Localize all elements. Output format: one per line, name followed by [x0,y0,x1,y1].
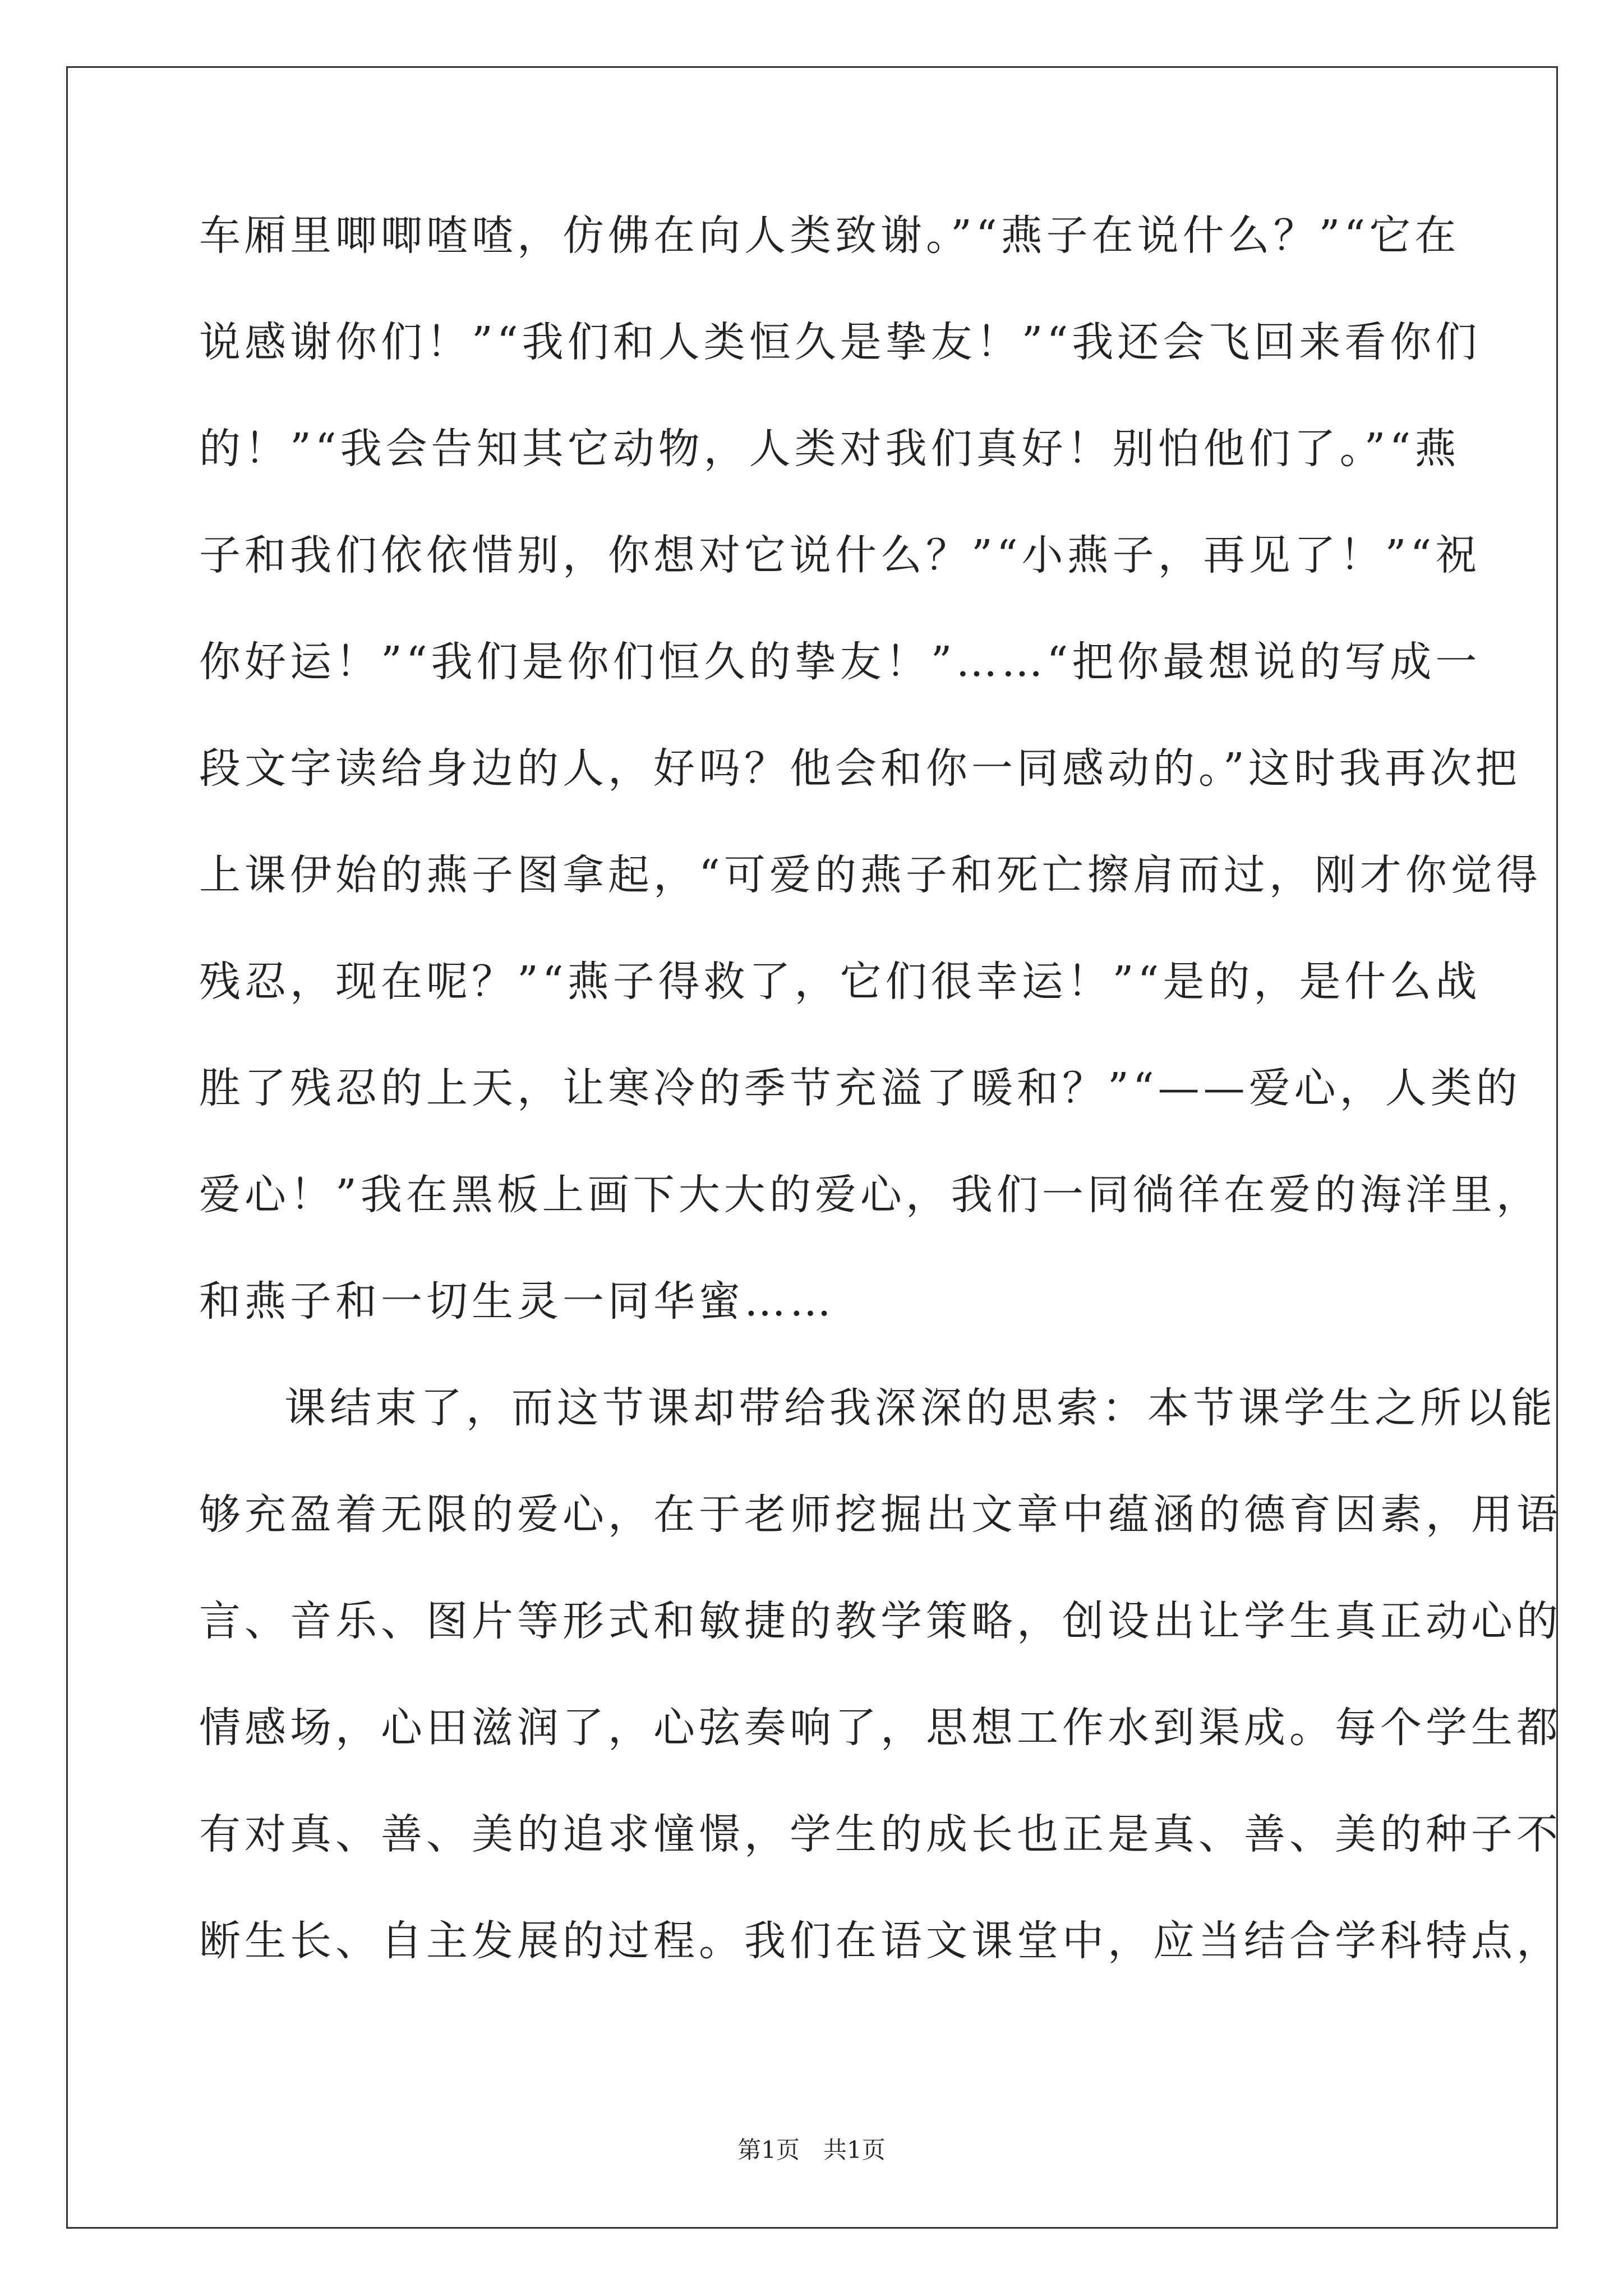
page-border [66,66,1558,2229]
text-line: 段文字读给身边的人，好吗？他会和你一同感动的。”这时我再次把 [199,744,1521,793]
text-line: 和燕子和一切生灵一同华蜜…… [199,1277,835,1326]
page-number-footer: 第1页 共1页 [737,2136,886,2164]
text-line: 有对真、善、美的追求憧憬，学生的成长也正是真、善、美的种子不 [199,1810,1562,1858]
text-line: 爱心！”我在黑板上画下大大的爱心，我们一同徜徉在爱的海洋里， [199,1171,1542,1219]
text-line: 胜了残忍的上天，让寒冷的季节充溢了暖和？”“——爱心，人类的 [199,1064,1521,1112]
text-line: 说感谢你们！”“我们和人类恒久是挚友！”“我还会飞回来看你们 [199,318,1481,366]
text-line: 残忍，现在呢？”“燕子得救了，它们很幸运！”“是的，是什么战 [199,958,1481,1006]
text-line: 断生长、自主发展的过程。我们在语文课堂中，应当结合学科特点， [199,1917,1562,1965]
paragraph-first-line: 课结束了，而这节课却带给我深深的思索：本节课学生之所以能 [284,1384,1556,1432]
text-line: 的！”“我会告知其它动物，人类对我们真好！别怕他们了。”“燕 [199,425,1460,473]
text-line: 言、音乐、图片等形式和敏捷的教学策略，创设出让学生真正动心的 [199,1597,1562,1645]
text-line: 你好运！”“我们是你们恒久的挚友！”……“把你最想说的写成一 [199,638,1481,686]
text-line: 车厢里唧唧喳喳，仿佛在向人类致谢。”“燕子在说什么？”“它在 [199,211,1460,260]
text-line: 够充盈着无限的爱心，在于老师挖掘出文章中蕴涵的德育因素，用语 [199,1490,1562,1539]
text-line: 情感场，心田滋润了，心弦奏响了，思想工作水到渠成。每个学生都 [199,1704,1562,1752]
text-line: 上课伊始的燕子图拿起，“可爱的燕子和死亡擦肩而过，刚才你觉得 [199,851,1542,899]
text-line: 子和我们依依惜别，你想对它说什么？”“小燕子，再见了！”“祝 [199,531,1481,579]
